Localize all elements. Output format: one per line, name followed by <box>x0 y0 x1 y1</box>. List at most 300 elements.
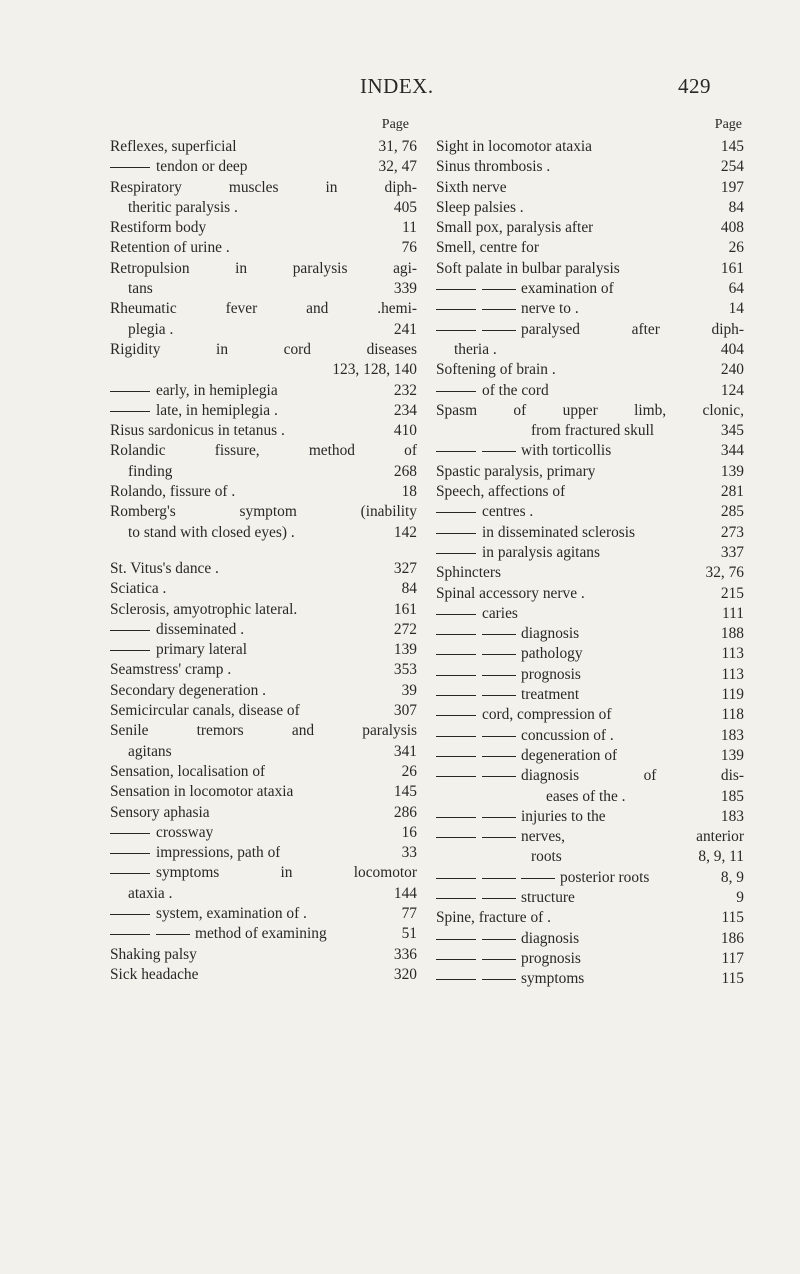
ditto-dash <box>482 979 516 980</box>
entry-page-number: 51 <box>401 925 417 943</box>
entry-text <box>110 259 417 279</box>
index-entry <box>110 579 417 599</box>
entry-page-number: 281 <box>720 483 744 501</box>
entry-text <box>110 945 197 965</box>
index-entry <box>436 299 744 319</box>
entry-label: Soft palate in bulbar paralysis <box>436 259 620 277</box>
entry-text <box>110 238 230 258</box>
entry-text <box>110 523 295 543</box>
entry-label: St. Vitus's dance . <box>110 559 219 577</box>
index-entry <box>436 847 744 867</box>
entry-text <box>436 462 595 482</box>
index-entry <box>436 746 744 766</box>
ditto-dash <box>110 411 150 412</box>
ditto-dash <box>482 634 516 635</box>
entry-page-number: 139 <box>720 746 744 764</box>
entry-page-number: 320 <box>393 965 417 983</box>
ditto-dash <box>110 934 150 935</box>
index-entry <box>110 421 417 441</box>
entry-label: Respiratory muscles in diph- <box>110 178 417 196</box>
index-entry <box>110 843 417 863</box>
entry-page-number: 8, 9 <box>720 868 744 886</box>
entry-label: Sphincters <box>436 564 501 582</box>
entry-text <box>436 847 562 867</box>
index-entry <box>110 198 417 218</box>
index-entry <box>110 340 417 360</box>
entry-label: primary lateral <box>156 641 248 659</box>
entry-page-number: 327 <box>393 559 417 577</box>
entry-label: crossway <box>156 823 214 841</box>
entry-label: Secondary degeneration . <box>110 681 266 699</box>
ditto-dash <box>110 167 150 168</box>
ditto-dash <box>436 289 476 290</box>
entry-text <box>436 523 635 543</box>
entry-text <box>110 421 285 441</box>
entry-page-number: 26 <box>401 762 417 780</box>
entry-label: Sick headache <box>110 965 199 983</box>
entry-text <box>436 137 592 157</box>
index-entry <box>436 259 744 279</box>
entry-text <box>110 742 172 762</box>
entry-text <box>110 157 247 177</box>
entry-text <box>436 665 581 685</box>
entry-text <box>436 868 649 888</box>
entry-page-number: 31, 76 <box>378 138 417 155</box>
index-entry <box>436 543 744 563</box>
ditto-dash <box>156 934 190 935</box>
entry-label: Spastic paralysis, primary <box>436 462 596 480</box>
index-entry <box>436 624 744 644</box>
entry-label: centres . <box>482 503 534 521</box>
entry-label: diagnosis <box>521 625 580 643</box>
ditto-dash <box>482 939 516 940</box>
index-entry <box>436 584 744 604</box>
entry-text <box>110 904 307 924</box>
entry-text <box>110 681 266 701</box>
entry-page-number: 118 <box>721 706 744 724</box>
index-entry <box>110 238 417 258</box>
ditto-dash <box>436 756 476 757</box>
entry-label: in disseminated sclerosis <box>482 523 636 541</box>
entry-label: paralysed after diph- <box>521 320 744 338</box>
entry-label: symptoms in locomotor <box>156 864 417 882</box>
entry-label: system, examination of . <box>156 904 307 922</box>
entry-page-number: 344 <box>720 442 744 460</box>
entry-text <box>436 238 539 258</box>
entry-label: Rolando, fissure of . <box>110 483 236 501</box>
entry-label: Retropulsion in paralysis agi- <box>110 259 417 277</box>
entry-page-number: 11 <box>402 219 417 237</box>
entry-page-number: 197 <box>720 178 744 196</box>
entry-label: Semicircular canals, disease of <box>110 702 300 720</box>
entry-text <box>436 584 585 604</box>
entry-text <box>436 259 620 279</box>
index-entry <box>110 803 417 823</box>
index-entry <box>436 360 744 380</box>
entry-label: with torticollis <box>521 442 612 460</box>
index-entries <box>110 137 417 985</box>
entry-label: late, in hemiplegia . <box>156 401 278 419</box>
entry-label: nerves, anterior <box>521 828 744 846</box>
entry-label: degeneration of <box>521 746 618 764</box>
entry-text <box>110 559 219 579</box>
entry-text <box>436 969 584 989</box>
entry-label: Sclerosis, amyotrophic lateral. <box>110 600 298 618</box>
entry-label: impressions, path of <box>156 844 281 862</box>
entry-text <box>110 340 417 360</box>
entry-page-number: 124 <box>720 381 744 399</box>
index-entry <box>436 462 744 482</box>
entry-label: treatment <box>521 686 580 704</box>
ditto-dash <box>436 330 476 331</box>
entry-page-number: 39 <box>401 681 417 699</box>
entry-text <box>436 807 606 827</box>
entry-page-number: 337 <box>720 543 744 561</box>
entry-page-number: 345 <box>720 422 744 440</box>
index-entry <box>110 299 417 319</box>
ditto-dash <box>110 873 150 874</box>
entry-text <box>436 157 550 177</box>
entry-text <box>110 620 244 640</box>
entry-label: Sleep palsies . <box>436 198 524 216</box>
entry-label: Reflexes, superficial <box>110 138 237 155</box>
index-entry <box>436 279 744 299</box>
entry-label: cord, compression of <box>482 706 612 724</box>
entry-text <box>110 762 265 782</box>
entry-page-number: 8, 9, 11 <box>698 848 744 866</box>
index-entry <box>110 681 417 701</box>
entry-label: Small pox, paralysis after <box>436 219 594 237</box>
entry-text <box>436 218 593 238</box>
entry-label: Softening of brain . <box>436 361 556 379</box>
entry-label: ataxia . <box>128 884 173 902</box>
entry-page-number: 234 <box>393 401 417 419</box>
entry-text <box>436 604 518 624</box>
entry-label: Rolandic fissure, method of <box>110 442 417 460</box>
ditto-dash <box>436 979 476 980</box>
entry-page-number: 273 <box>720 523 744 541</box>
entry-label: Spine, fracture of . <box>436 909 551 927</box>
entry-page-number: 77 <box>401 904 417 922</box>
entry-label: Sensory aphasia <box>110 803 210 821</box>
entry-text <box>110 721 417 741</box>
ditto-dash <box>110 630 150 631</box>
index-entry <box>110 640 417 660</box>
index-entry <box>436 421 744 441</box>
entry-page-number: 268 <box>393 462 417 480</box>
entry-label: Sensation, localisation of <box>110 762 266 780</box>
index-entry <box>110 157 417 177</box>
index-entry <box>436 888 744 908</box>
index-entry <box>436 401 744 421</box>
entry-label: eases of the . <box>546 787 626 805</box>
entry-page-number: 215 <box>720 584 744 602</box>
entry-page-number: 145 <box>720 138 744 155</box>
entry-label: injuries to the <box>521 807 606 825</box>
entry-label: to stand with closed eyes) . <box>128 523 295 541</box>
entry-page-number: 64 <box>728 280 744 298</box>
entry-label: Restiform body <box>110 219 207 237</box>
index-entry <box>110 945 417 965</box>
entry-text <box>110 600 297 620</box>
index-entry <box>110 482 417 502</box>
entry-text <box>436 726 614 746</box>
entry-page-number: 285 <box>720 503 744 521</box>
ditto-dash <box>436 898 476 899</box>
entry-text <box>110 640 247 660</box>
entry-text <box>436 908 551 928</box>
entry-label: tans <box>128 280 153 298</box>
entry-label: prognosis <box>521 665 581 683</box>
ditto-dash <box>436 675 476 676</box>
entry-text <box>436 502 533 522</box>
page-title: INDEX. <box>360 74 434 98</box>
entry-text <box>436 787 626 807</box>
entry-text <box>436 299 579 319</box>
entry-label: diagnosis <box>521 929 580 947</box>
entry-label: Shaking palsy <box>110 945 197 963</box>
index-entry <box>110 523 417 543</box>
entry-label: theria . <box>454 340 497 358</box>
index-entry <box>110 320 417 340</box>
index-entry <box>436 157 744 177</box>
entry-text <box>110 579 166 599</box>
ditto-dash <box>436 776 476 777</box>
index-entry <box>110 884 417 904</box>
ditto-dash <box>436 451 476 452</box>
ditto-dash <box>436 715 476 716</box>
index-entry <box>436 563 744 583</box>
index-entry <box>436 178 744 198</box>
entry-text <box>110 823 213 843</box>
entry-page-number: 111 <box>722 604 744 622</box>
entry-text <box>436 441 611 461</box>
entry-label: Sixth nerve <box>436 178 507 196</box>
entry-page-number: 353 <box>393 661 417 679</box>
entry-page-number: 183 <box>720 726 744 744</box>
entry-page-number: 240 <box>720 361 744 379</box>
entry-text <box>110 137 237 157</box>
entry-page-number: 307 <box>393 702 417 720</box>
index-entry <box>110 360 417 380</box>
entry-label: caries <box>482 604 518 622</box>
ditto-dash <box>482 330 516 331</box>
index-entries <box>436 137 744 989</box>
entry-text <box>436 482 565 502</box>
entry-text <box>110 965 198 985</box>
index-entry <box>436 644 744 664</box>
entry-text <box>110 863 417 883</box>
entry-text <box>436 827 744 847</box>
entry-label: Sensation in locomotor ataxia <box>110 783 294 801</box>
entry-page-number: 16 <box>401 823 417 841</box>
entry-label: Sciatica . <box>110 580 167 598</box>
entry-text <box>110 782 293 802</box>
entry-text <box>436 705 612 725</box>
index-entry <box>110 620 417 640</box>
entry-page-number: 9 <box>736 888 744 906</box>
entry-page-number: 145 <box>393 783 417 801</box>
index-entry <box>110 721 417 741</box>
ditto-dash <box>110 914 150 915</box>
entry-text <box>110 701 300 721</box>
index-entry <box>436 705 744 725</box>
entry-text <box>110 198 238 218</box>
entry-page-number: 32, 76 <box>705 564 744 582</box>
entry-page-number: 188 <box>720 625 744 643</box>
entry-text <box>110 401 278 421</box>
ditto-dash <box>436 309 476 310</box>
entry-label: in paralysis agitans <box>482 543 600 561</box>
entry-label: method of examining <box>195 925 327 943</box>
entry-label: structure <box>521 888 575 906</box>
entry-page-number: 119 <box>721 686 744 704</box>
entry-text <box>110 924 327 944</box>
entry-label: Seamstress' cramp . <box>110 661 232 679</box>
entry-text <box>436 360 556 380</box>
ditto-dash <box>482 959 516 960</box>
entry-text <box>436 624 579 644</box>
index-entry <box>436 320 744 340</box>
entry-page-number: 404 <box>720 340 744 358</box>
entry-page-number: 139 <box>720 462 744 480</box>
entry-label: symptoms <box>521 970 585 988</box>
index-entry <box>110 218 417 238</box>
entry-text <box>436 381 549 401</box>
entry-label: concussion of . <box>521 726 614 744</box>
entry-label: Rheumatic fever and .hemi- <box>110 300 417 318</box>
ditto-dash <box>436 512 476 513</box>
entry-page-number: 142 <box>393 523 417 541</box>
entry-page-number: 139 <box>393 641 417 659</box>
ditto-dash <box>482 817 516 818</box>
entry-page-number: 14 <box>728 300 744 318</box>
entry-label: nerve to . <box>521 300 579 318</box>
ditto-dash <box>482 695 516 696</box>
index-entry <box>436 482 744 502</box>
ditto-dash <box>436 837 476 838</box>
entry-page-number: 232 <box>393 381 417 399</box>
index-entry <box>436 238 744 258</box>
ditto-dash <box>436 553 476 554</box>
entry-page-number: 115 <box>721 970 744 988</box>
page-column-label: Page <box>714 117 742 132</box>
index-column-left <box>110 117 417 985</box>
entry-label: Risus sardonicus in tetanus . <box>110 422 285 440</box>
index-entry <box>436 218 744 238</box>
entry-page-number: 254 <box>720 158 744 176</box>
index-entry <box>110 762 417 782</box>
entry-label: from fractured skull <box>531 422 655 440</box>
ditto-dash <box>482 898 516 899</box>
entry-page-number: 185 <box>720 787 744 805</box>
entry-page-number: 113 <box>721 645 744 663</box>
index-entry <box>110 259 417 279</box>
index-entry <box>436 827 744 847</box>
ditto-dash <box>110 391 150 392</box>
index-entry <box>110 401 417 421</box>
index-entry <box>436 198 744 218</box>
entry-page-number: 33 <box>401 844 417 862</box>
index-entry <box>110 559 417 579</box>
entry-page-number: 410 <box>393 422 417 440</box>
ditto-dash <box>436 695 476 696</box>
entry-page-number: 408 <box>720 219 744 237</box>
entry-label: Spasm of upper limb, clonic, <box>436 401 744 419</box>
entry-label: Smell, centre for <box>436 239 539 257</box>
index-entry <box>110 462 417 482</box>
entry-page-number: 18 <box>401 483 417 501</box>
ditto-dash <box>436 634 476 635</box>
entry-label: of the cord <box>482 381 549 399</box>
entry-page-number: 339 <box>393 280 417 298</box>
entry-text <box>110 502 417 522</box>
ditto-dash <box>110 650 150 651</box>
entry-text <box>110 482 235 502</box>
index-entry <box>436 908 744 928</box>
entry-label: examination of <box>521 280 614 298</box>
entry-text <box>110 660 231 680</box>
index-entry <box>436 787 744 807</box>
ditto-dash <box>436 614 476 615</box>
ditto-dash <box>482 289 516 290</box>
index-entry <box>436 929 744 949</box>
entry-label: posterior roots <box>560 868 650 886</box>
ditto-dash <box>436 391 476 392</box>
entry-label: Retention of urine . <box>110 239 230 257</box>
entry-label: theritic paralysis . <box>128 198 238 216</box>
entry-label: Romberg's symptom (inability <box>110 503 417 521</box>
index-entry <box>110 502 417 522</box>
ditto-dash <box>436 878 476 879</box>
entry-text <box>110 279 153 299</box>
entry-label: Rigidity in cord diseases <box>110 340 417 358</box>
entry-text <box>110 803 210 823</box>
index-entry <box>110 137 417 157</box>
entry-text <box>436 421 654 441</box>
entry-page-number: 84 <box>401 580 417 598</box>
index-entry <box>110 600 417 620</box>
index-entry <box>436 381 744 401</box>
entry-page-number: 32, 47 <box>378 158 417 176</box>
entry-page-number: 272 <box>393 620 417 638</box>
entry-text <box>436 178 507 198</box>
entry-text <box>436 746 617 766</box>
entry-label: Sight in locomotor ataxia <box>436 138 593 155</box>
entry-text <box>110 462 172 482</box>
entry-page-number: 117 <box>721 949 744 967</box>
entry-text <box>436 563 501 583</box>
entry-label: Senile tremors and paralysis <box>110 722 417 740</box>
entry-label: tendon or deep <box>156 158 248 176</box>
entry-page-number: 405 <box>393 198 417 216</box>
entry-page-number: 161 <box>720 259 744 277</box>
entry-text <box>436 644 583 664</box>
entry-text <box>110 381 278 401</box>
entry-text <box>436 929 579 949</box>
entry-page-number: 241 <box>393 320 417 338</box>
entry-text <box>110 884 172 904</box>
entry-text <box>110 441 417 461</box>
ditto-dash <box>436 959 476 960</box>
index-entry <box>110 823 417 843</box>
entry-text <box>436 279 614 299</box>
entry-label: agitans <box>128 742 172 760</box>
entry-page-number: 183 <box>720 807 744 825</box>
ditto-dash <box>436 533 476 534</box>
entry-text <box>436 685 579 705</box>
index-entry <box>110 965 417 985</box>
